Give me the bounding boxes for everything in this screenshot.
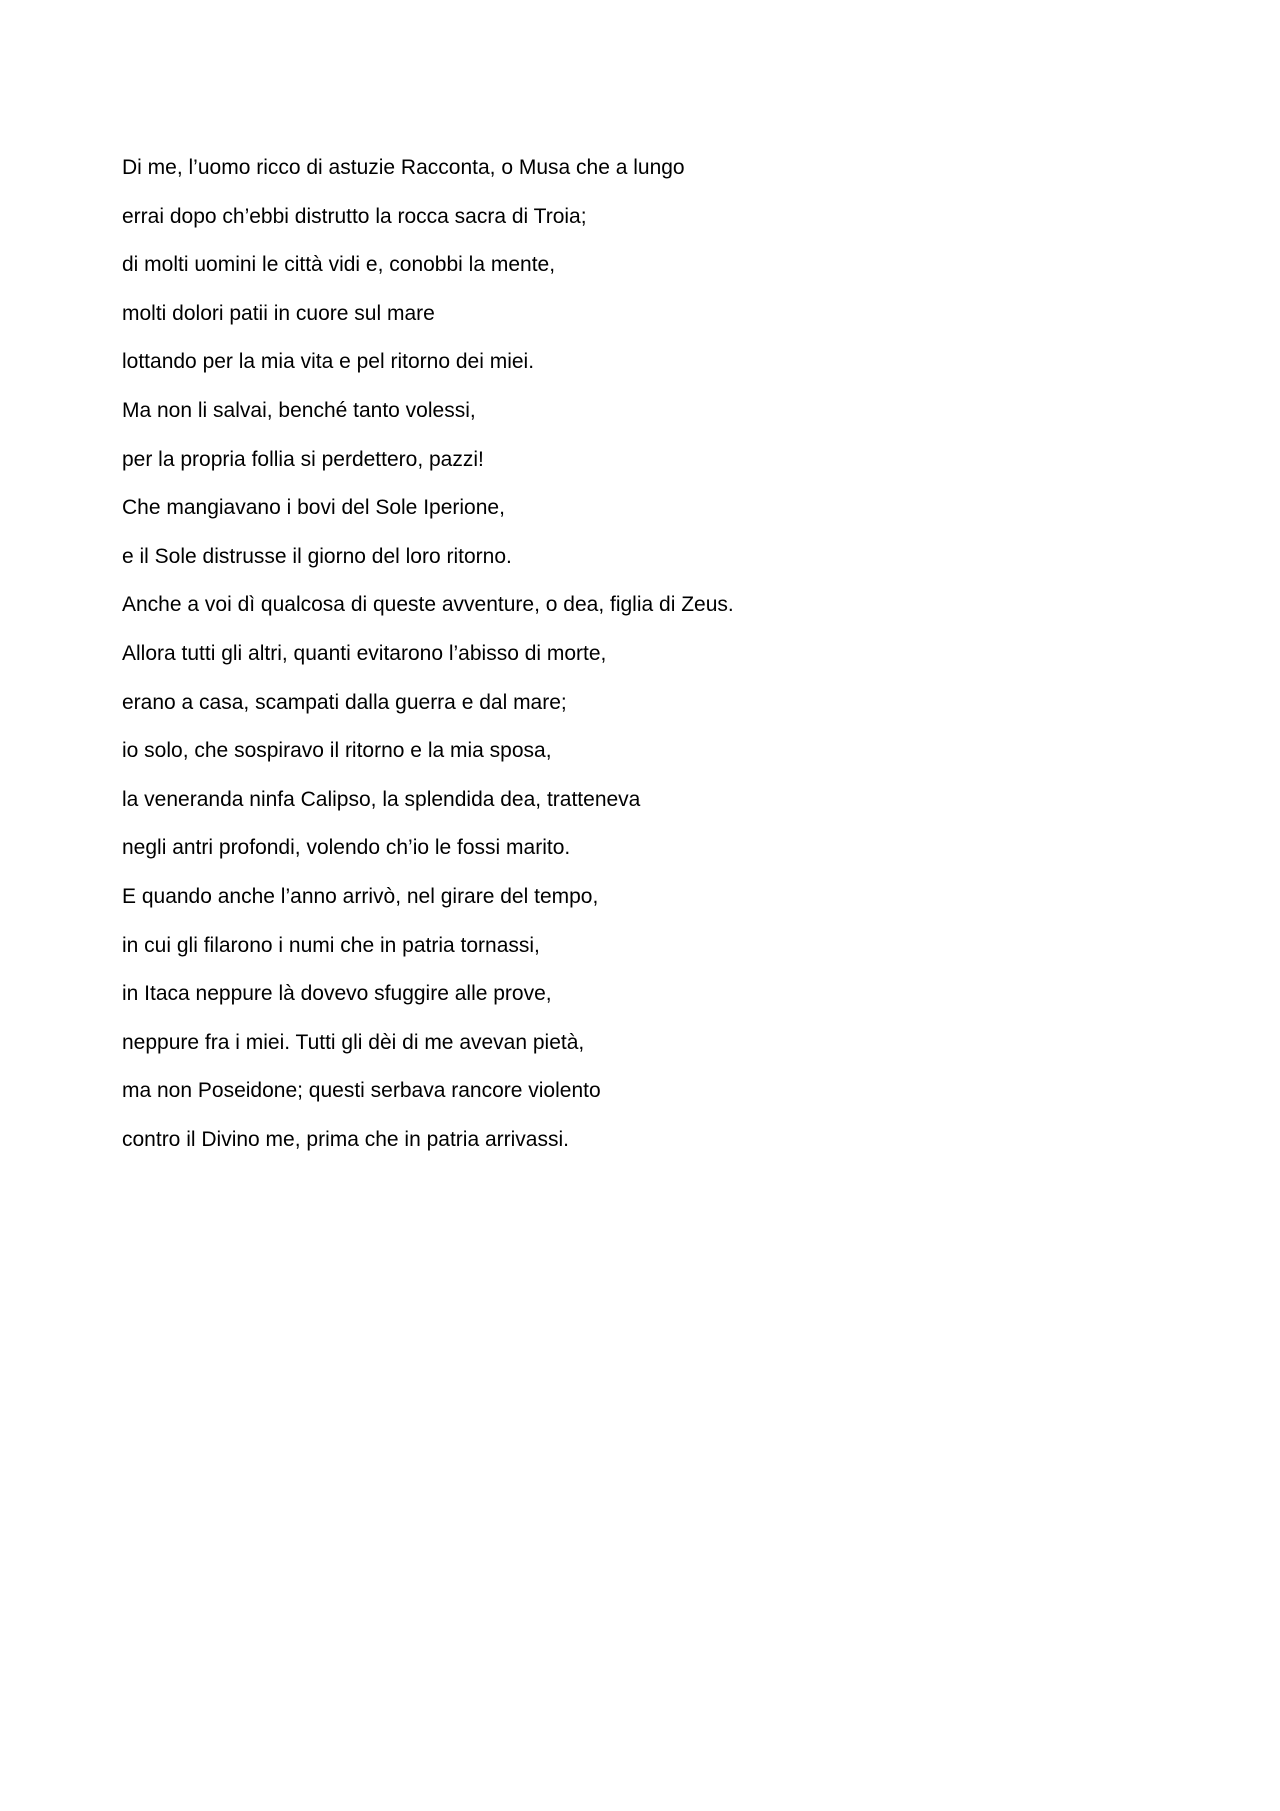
poem-line-1: Di me, l’uomo ricco di astuzie Racconta, o Musa che a lungo <box>122 156 685 179</box>
poem-line-11: Allora tutti gli altri, quanti evitarono l’abisso di morte, <box>122 641 607 665</box>
poem-line-9: e il Sole distrusse il giorno del loro ritorno. <box>122 544 512 568</box>
poem-line-16: E quando anche l’anno arrivò, nel girare del tempo, <box>122 884 599 908</box>
poem-line-8: Che mangiavano i bovi del Sole Iperione, <box>122 496 505 520</box>
poem-line-17: in cui gli filarono i numi che in patria tornassi, <box>122 933 540 957</box>
poem-line-19: neppure fra i miei. Tutti gli dèi di me avevan pietà, <box>122 1030 585 1054</box>
poem-line-21: contro il Divino me, prima che in patria arrivassi. <box>122 1127 569 1151</box>
poem-line-14: la veneranda ninfa Calipso, la splendida dea, tratteneva <box>122 787 641 811</box>
poem-line-6: Ma non li salvai, benché tanto volessi, <box>122 398 476 422</box>
poem-line-4: molti dolori patii in cuore sul mare <box>122 301 435 325</box>
poem-line-3: di molti uomini le città vidi e, conobbi la mente, <box>122 253 556 277</box>
poem-line-5: lottando per la mia vita e pel ritorno dei miei. <box>122 350 535 374</box>
poem-line-10: Anche a voi dì qualcosa di queste avventure, o dea, figlia di Zeus. <box>122 593 734 617</box>
poem-text <box>122 152 1162 1172</box>
poem-line-13: io solo, che sospiravo il ritorno e la mia sposa, <box>122 739 552 763</box>
poem-line-12: erano a casa, scampati dalla guerra e dal mare; <box>122 690 567 714</box>
poem-line-2: errai dopo ch’ebbi distrutto la rocca sacra di Troia; <box>122 204 587 228</box>
poem-line-20: ma non Poseidone; questi serbava rancore violento <box>122 1079 601 1103</box>
poem-line-7: per la propria follia si perdettero, pazzi! <box>122 447 484 471</box>
poem-line-15: negli antri profondi, volendo ch’io le fossi marito. <box>122 836 571 860</box>
poem-line-18: in Itaca neppure là dovevo sfuggire alle prove, <box>122 982 552 1006</box>
